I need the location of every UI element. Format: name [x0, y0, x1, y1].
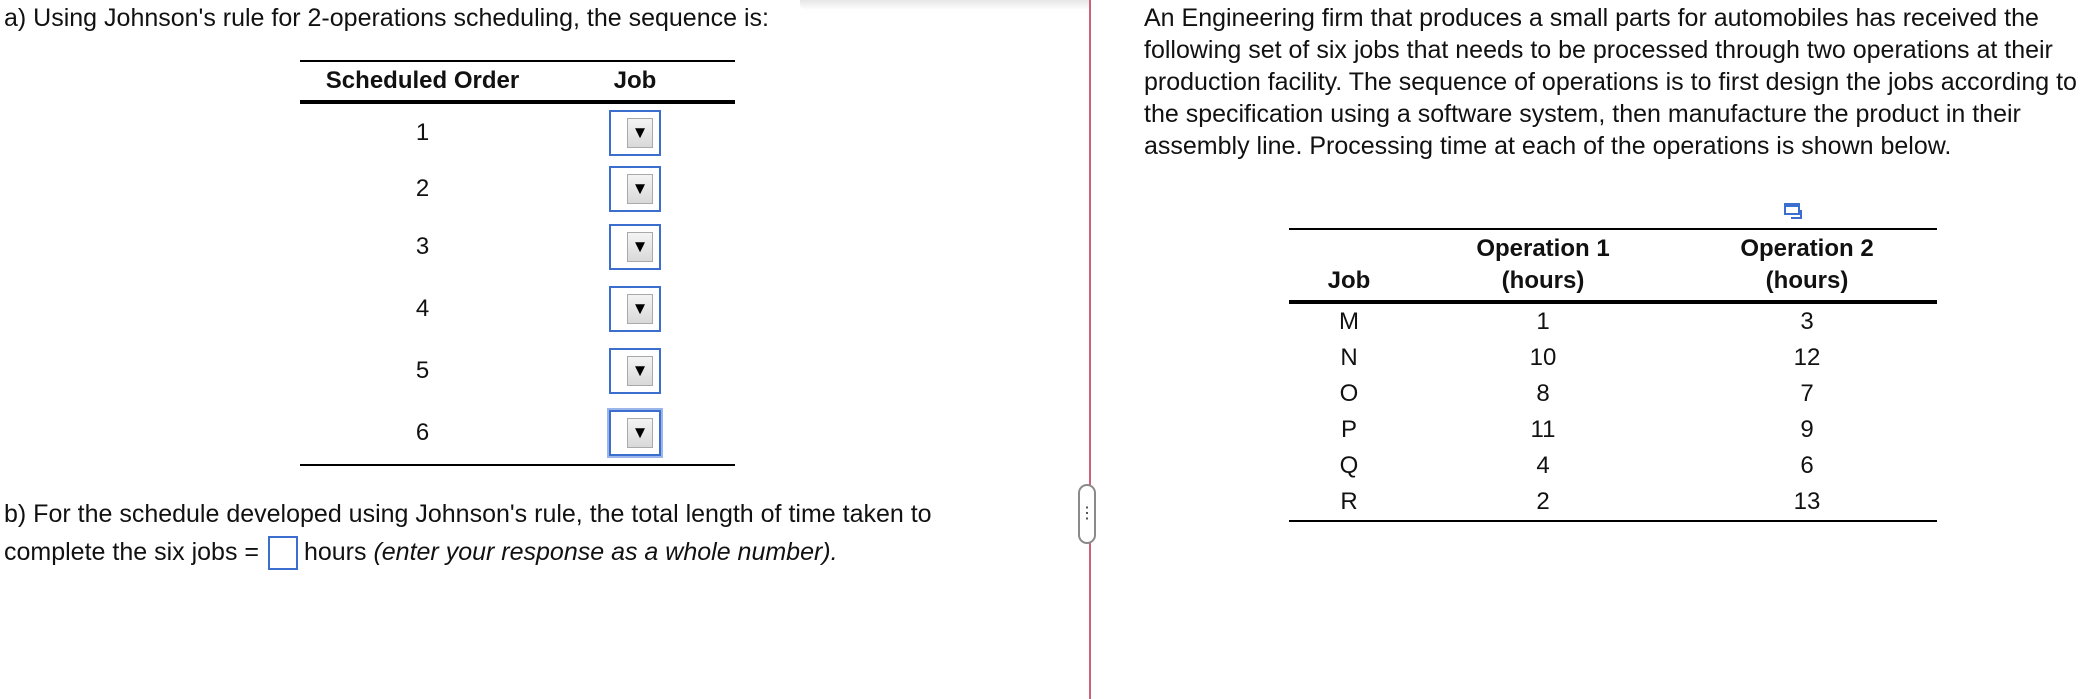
header-operation-2-title: Operation 2 — [1740, 235, 1874, 262]
operation-1-time: 2 — [1536, 488, 1550, 515]
operation-1-time: 11 — [1530, 416, 1556, 443]
operation-1-time: 4 — [1536, 452, 1550, 479]
job-id: O — [1339, 380, 1359, 407]
table-row — [300, 402, 735, 464]
header-operation-1 — [1409, 233, 1677, 297]
job-id: R — [1340, 488, 1358, 515]
copy-icon[interactable] — [1783, 202, 1805, 222]
question-a-prompt: a) Using Johnson's rule for 2-operations scheduling, the sequence is: — [4, 4, 769, 32]
operation-2-time: 9 — [1800, 416, 1814, 443]
header-operation-2-unit: (hours) — [1765, 267, 1849, 294]
operation-2-time: 12 — [1793, 344, 1821, 371]
question-b-line1: b) For the schedule developed using Johnson's rule, the total length of time taken to — [4, 500, 932, 528]
job-id: P — [1340, 416, 1357, 443]
operation-1-time: 10 — [1529, 344, 1557, 371]
header-job: Job — [613, 67, 657, 94]
table-row — [300, 278, 735, 340]
jobs-table — [1289, 228, 1937, 522]
triangle-down-icon: ▼ — [627, 418, 653, 448]
problem-statement: An Engineering firm that produces a small parts for automobiles has received the following set of six jobs that needs to be processed through two operations at their production facility. The sequence of operations is to first design the jobs according to the specification using a software system, then manufacture the product in their assembly line. Processing time at each of the operations is shown below. — [1144, 4, 2077, 160]
job-dropdown-5[interactable] — [609, 348, 661, 394]
job-id: Q — [1339, 452, 1359, 479]
question-b — [4, 495, 1014, 571]
operation-2-time: 6 — [1800, 452, 1814, 479]
table-row — [300, 340, 735, 402]
triangle-down-icon: ▼ — [627, 356, 653, 386]
answer-instruction: (enter your response as a whole number). — [373, 538, 838, 566]
order-number: 4 — [415, 295, 430, 322]
table-row — [1289, 376, 1937, 412]
operation-2-time: 3 — [1800, 308, 1814, 335]
job-dropdown-6[interactable] — [609, 410, 661, 456]
hours-unit: hours — [303, 538, 367, 566]
order-number: 6 — [415, 419, 430, 446]
total-time-input[interactable] — [268, 536, 298, 570]
triangle-down-icon: ▼ — [627, 232, 653, 262]
schedule-table-header — [300, 62, 735, 104]
order-number: 2 — [415, 175, 430, 202]
job-dropdown-4[interactable] — [609, 286, 661, 332]
header-operation-1-title: Operation 1 — [1476, 235, 1610, 262]
operation-2-time: 13 — [1793, 488, 1821, 515]
job-dropdown-1[interactable] — [609, 110, 661, 156]
schedule-table — [300, 60, 735, 466]
table-row — [1289, 304, 1937, 340]
header-job: Job — [1327, 267, 1371, 294]
table-row — [300, 216, 735, 278]
header-scheduled-order: Scheduled Order — [325, 67, 520, 94]
header-operation-1-unit: (hours) — [1501, 267, 1585, 294]
table-row — [1289, 412, 1937, 448]
table-row — [1289, 448, 1937, 484]
job-dropdown-2[interactable] — [609, 166, 661, 212]
job-id: N — [1340, 344, 1358, 371]
triangle-down-icon: ▼ — [627, 174, 653, 204]
order-number: 3 — [415, 233, 430, 260]
drag-handle-icon[interactable]: ⋮ — [1078, 484, 1096, 544]
triangle-down-icon: ▼ — [627, 294, 653, 324]
jobs-table-header — [1289, 230, 1937, 304]
table-row — [1289, 340, 1937, 376]
order-number: 1 — [415, 119, 430, 146]
operation-1-time: 1 — [1536, 308, 1550, 335]
pane-divider — [1089, 0, 1091, 699]
table-row — [1289, 484, 1937, 520]
table-row — [300, 162, 735, 216]
top-shadow — [800, 0, 1090, 10]
question-b-prefix: complete the six jobs = — [4, 538, 259, 566]
operation-1-time: 8 — [1536, 380, 1550, 407]
order-number: 5 — [415, 357, 430, 384]
job-id: M — [1339, 308, 1359, 335]
operation-2-time: 7 — [1800, 380, 1814, 407]
job-dropdown-3[interactable] — [609, 224, 661, 270]
table-row — [300, 104, 735, 162]
triangle-down-icon: ▼ — [627, 118, 653, 148]
header-operation-2 — [1677, 233, 1937, 297]
